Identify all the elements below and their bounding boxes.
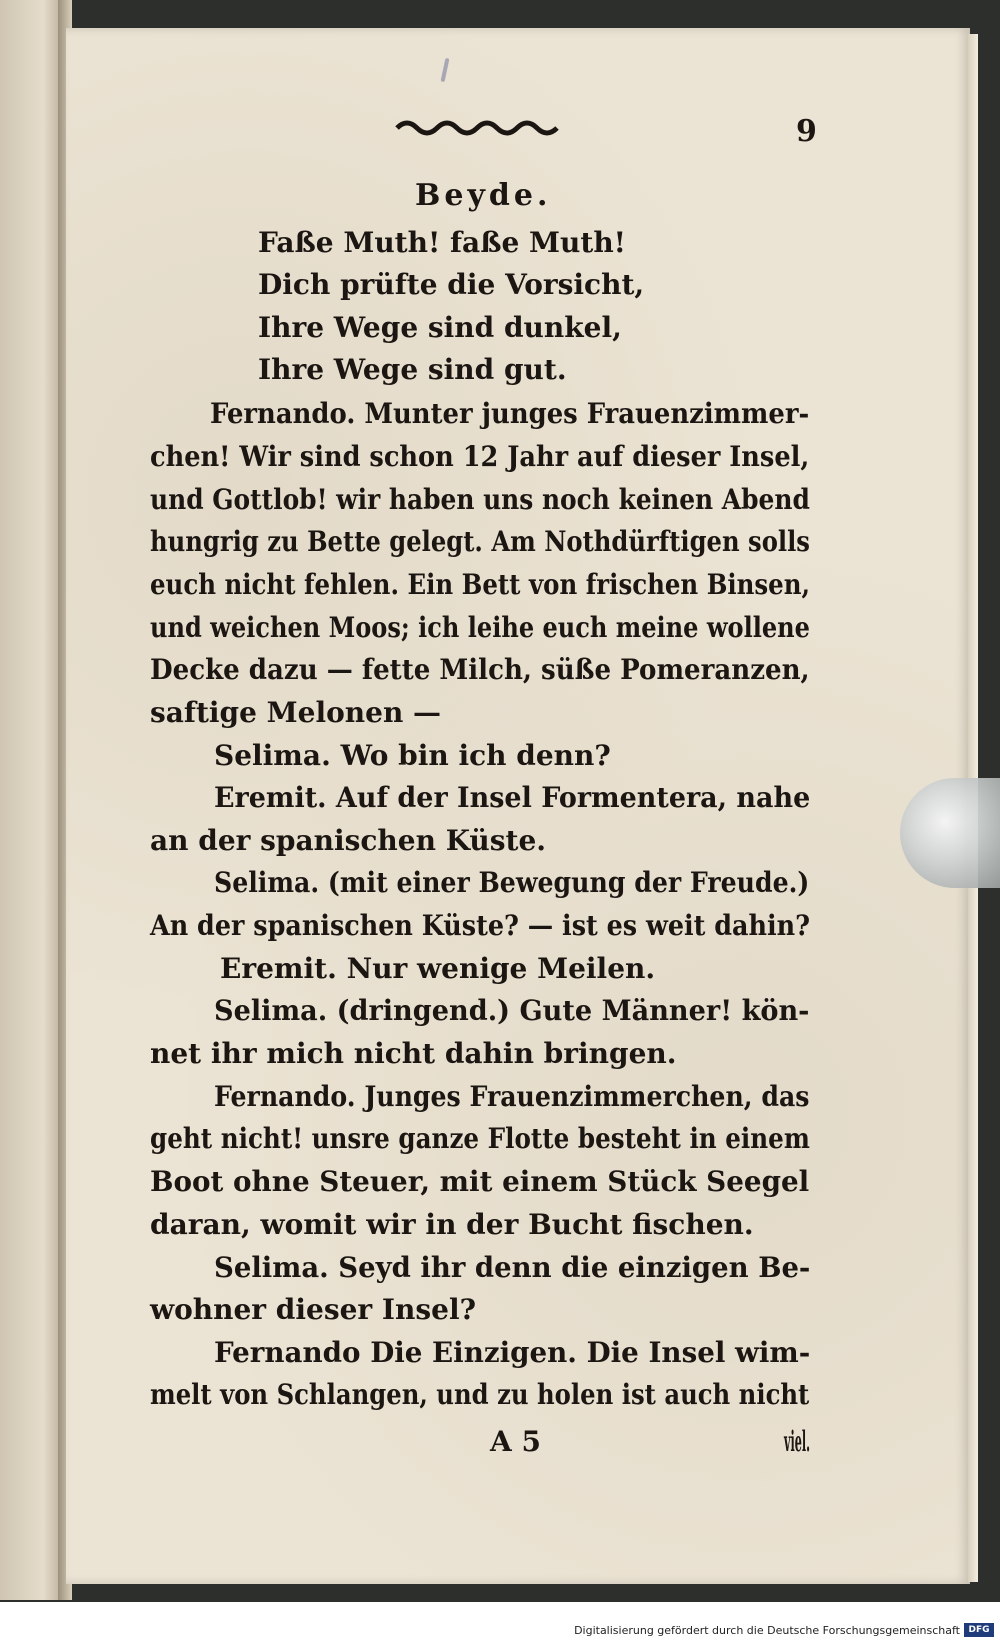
text-line: Fernando. Munter junges Frauenzimmer-	[210, 397, 810, 430]
verse-line: Dich prüfte die Vorsicht,	[258, 268, 645, 301]
text-line: hungrig zu Bette gelegt. Am Nothdürftigen solls	[150, 525, 810, 558]
text-line: Selima. Wo bin ich denn?	[214, 739, 611, 772]
footer-bar	[0, 1602, 1000, 1641]
catchword: viel.	[784, 1425, 811, 1458]
text-line: Eremit. Nur wenige Meilen.	[220, 952, 656, 985]
text-line: melt von Schlangen, und zu holen ist auch nicht	[150, 1378, 810, 1411]
text-line: geht nicht! unsre ganze Flotte besteht in einem	[150, 1122, 810, 1155]
text-line: Decke dazu — fette Milch, süße Pomeranzen,	[150, 653, 810, 686]
text-line: saftige Melonen —	[150, 696, 442, 729]
verse-line: Faße Muth! faße Muth!	[258, 226, 626, 259]
text-line: und weichen Moos; ich leihe euch meine wollene	[150, 611, 810, 644]
dfg-logo: DFG	[964, 1623, 994, 1637]
text-line: wohner dieser Insel?	[150, 1293, 476, 1326]
signature-mark: A 5	[490, 1425, 541, 1458]
text-line: Eremit. Auf der Insel Formentera, nahe	[214, 781, 811, 814]
funding-credit: Digitalisierung gefördert durch die Deutsche Forschungsgemeinschaft	[574, 1624, 960, 1637]
text-line: Fernando Die Einzigen. Die Insel wim-	[214, 1336, 811, 1369]
text-line: an der spanischen Küste.	[150, 824, 547, 857]
text-line: und Gottlob! wir haben uns noch keinen Abend	[150, 483, 810, 516]
text-line: chen! Wir sind schon 12 Jahr auf dieser Insel,	[150, 440, 810, 473]
verse-line: Ihre Wege sind dunkel,	[258, 311, 622, 344]
text-line: net ihr mich nicht dahin bringen.	[150, 1037, 677, 1070]
glass-clip	[900, 778, 1000, 888]
text-line: Boot ohne Steuer, mit einem Stück Seegel	[150, 1165, 810, 1198]
text-line: An der spanischen Küste? — ist es weit dahin?	[150, 909, 811, 942]
header-ornament	[395, 116, 565, 138]
page-number: 9	[796, 114, 817, 149]
text-line: Selima. (dringend.) Gute Männer! kön-	[214, 994, 810, 1027]
text-line: daran, womit wir in der Bucht fischen.	[150, 1208, 754, 1241]
text-line: Selima. Seyd ihr denn die einzigen Be-	[214, 1251, 811, 1284]
text-line: Fernando. Junges Frauenzimmerchen, das	[214, 1080, 810, 1113]
text-line: Selima. (mit einer Bewegung der Freude.)	[214, 866, 810, 899]
verse-line: Ihre Wege sind gut.	[258, 353, 567, 386]
speaker-heading: Beyde.	[415, 178, 552, 213]
facing-page-edge	[0, 0, 62, 1600]
text-line: euch nicht fehlen. Ein Bett von frischen Binsen,	[150, 568, 811, 601]
